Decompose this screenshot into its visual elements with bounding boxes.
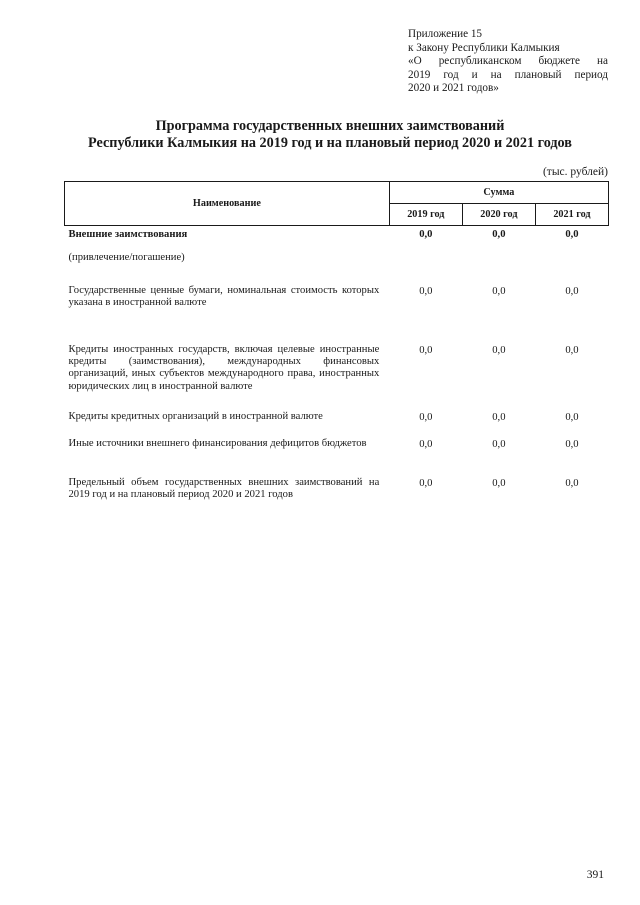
row-value-2021: 0,0 [565, 345, 579, 356]
annex-line: «О республиканском бюджете на [408, 55, 608, 68]
row-value-2021: 0,0 [565, 439, 579, 450]
row-value-2021 [535, 252, 608, 285]
row-value-2019: 0,0 [419, 439, 433, 450]
row-value-2020: 0,0 [492, 286, 506, 297]
row-value-2020: 0,0 [492, 345, 506, 356]
header-name: Наименование [65, 182, 390, 226]
annex-line: 2020 и 2021 годов» [408, 82, 499, 95]
row-value-2020 [462, 252, 535, 285]
row-name: Кредиты иностранных государств, включая целевые иностранные кредиты (заимствования), международных финансовых организаций, иных субъектов международного права, иностранных юридических лиц в иностранной валюте [68, 344, 380, 392]
row-name: Кредиты кредитных организаций в иностранной валюте [68, 411, 323, 422]
row-name: Внешние заимствования [68, 229, 188, 240]
table-row [65, 285, 609, 344]
row-value-2021: 0,0 [565, 478, 579, 489]
row-value-2019 [389, 252, 462, 285]
header-year-2020: 2020 год [462, 204, 535, 226]
table-row [65, 411, 609, 438]
row-value-2019: 0,0 [419, 229, 433, 240]
borrowing-program-table [64, 181, 609, 505]
annex-line: Приложение 15 [408, 28, 483, 40]
row-value-2020: 0,0 [492, 229, 506, 240]
table-row [65, 477, 609, 505]
document-title [30, 118, 630, 152]
table-row [65, 438, 609, 477]
table-row [65, 252, 609, 285]
header-year-2021: 2021 год [535, 204, 608, 226]
title-line: Программа государственных внешних заимствований [155, 118, 505, 134]
annex-line: 2019 год и на плановый период [408, 68, 608, 81]
row-value-2020: 0,0 [492, 412, 506, 423]
row-name: Государственные ценные бумаги, номинальная стоимость которых указана в иностранной валюте [68, 285, 380, 309]
units-label: (тыс. рублей) [542, 166, 608, 178]
row-name: (привлечение/погашение) [68, 252, 185, 263]
annex-line: к Закону Республики Калмыкия [408, 41, 560, 54]
row-value-2019: 0,0 [419, 345, 433, 356]
table-row [65, 226, 609, 253]
row-value-2021: 0,0 [565, 286, 579, 297]
table-row [65, 344, 609, 411]
header-year-2019: 2019 год [389, 204, 462, 226]
title-line: Республики Калмыкия на 2019 год и на плановый период 2020 и 2021 годов [88, 135, 572, 151]
row-value-2019: 0,0 [419, 478, 433, 489]
row-value-2020: 0,0 [492, 439, 506, 450]
page-number: 391 [586, 869, 604, 881]
row-value-2021: 0,0 [565, 412, 579, 423]
header-sum: Сумма [389, 182, 608, 204]
row-name: Иные источники внешнего финансирования дефицитов бюджетов [68, 438, 367, 449]
row-value-2019: 0,0 [419, 412, 433, 423]
row-value-2021: 0,0 [565, 229, 579, 240]
row-name: Предельный объем государственных внешних заимствований на 2019 год и на плановый период 2020 и 2021 годов [68, 477, 380, 501]
row-value-2020: 0,0 [492, 478, 506, 489]
row-value-2019: 0,0 [419, 286, 433, 297]
annex-header [408, 28, 608, 96]
